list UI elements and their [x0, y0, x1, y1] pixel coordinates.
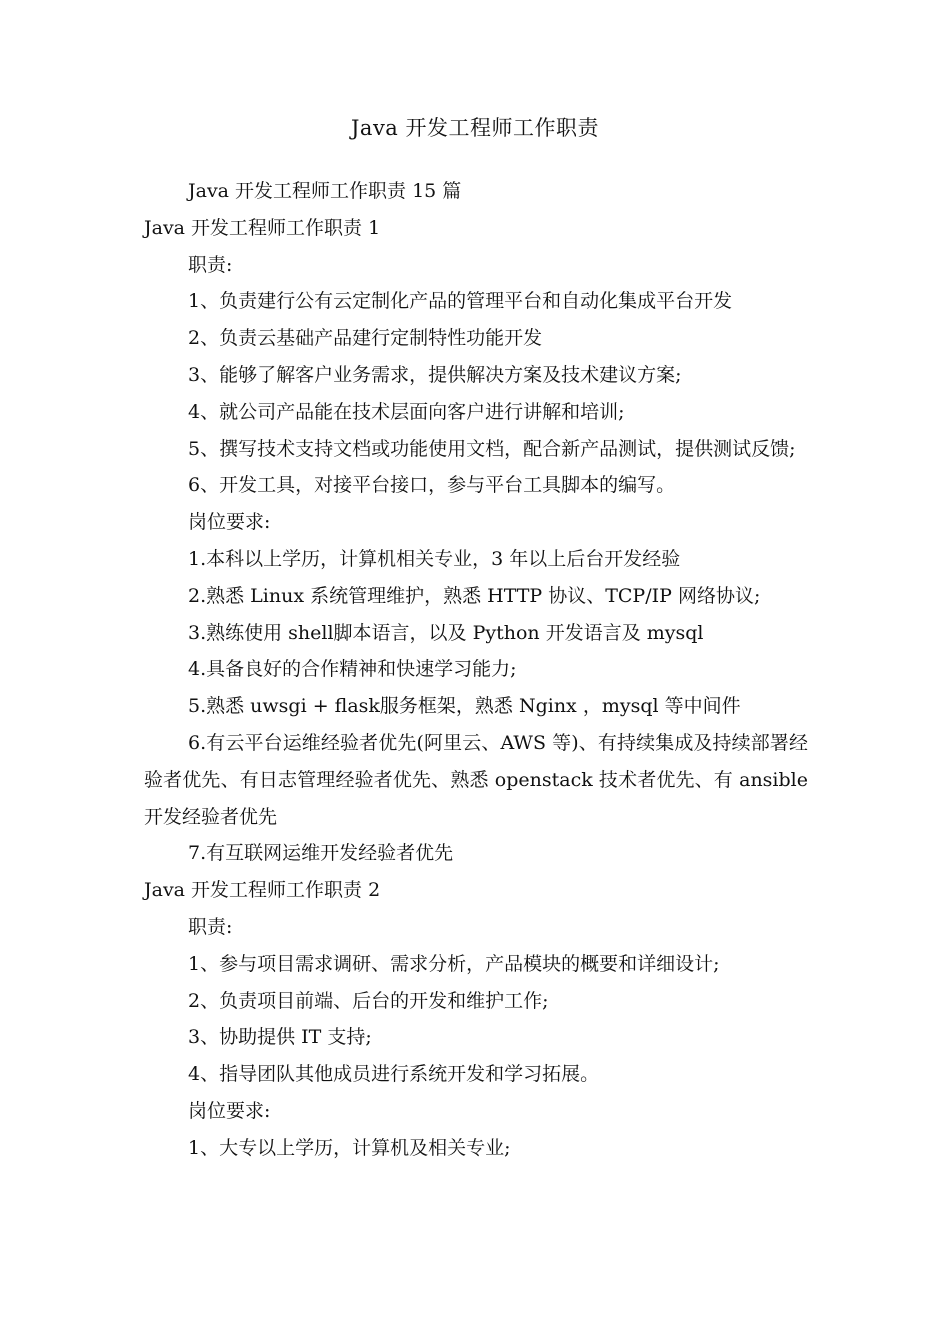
duty-item: 3、能够了解客户业务需求，提供解决方案及技术建议方案; [188, 363, 682, 386]
requirement-item: 1.本科以上学历，计算机相关专业，3 年以上后台开发经验 [188, 547, 681, 570]
duties-label: 职责: [188, 915, 233, 938]
duties-label: 职责: [188, 253, 233, 276]
requirements-label: 岗位要求: [188, 511, 271, 534]
requirement-item: 7.有互联网运维开发经验者优先 [188, 842, 454, 865]
subtitle-paragraph: Java 开发工程师工作职责 15 篇 [188, 180, 462, 202]
requirement-item: 5.熟悉 uwsgi + flask服务框架，熟悉 Nginx ，mysql 等中间件 [188, 695, 741, 718]
duty-item: 6、开发工具，对接平台接口，参与平台工具脚本的编写。 [188, 474, 676, 497]
requirement-item: 2.熟悉 Linux 系统管理维护，熟悉 HTTP 协议、TCP/IP 网络协议; [188, 584, 761, 607]
requirement-item: 4.具备良好的合作精神和快速学习能力; [188, 658, 517, 681]
duty-item: 2、负责项目前端、后台的开发和维护工作; [188, 989, 549, 1012]
duty-item: 2、负责云基础产品建行定制特性功能开发 [188, 327, 543, 350]
requirements-label: 岗位要求: [188, 1099, 271, 1122]
section-heading-1: Java 开发工程师工作职责 1 [144, 216, 381, 239]
duty-item: 3、协助提供 IT 支持; [188, 1026, 372, 1049]
duty-item: 1、负责建行公有云定制化产品的管理平台和自动化集成平台开发 [188, 290, 733, 313]
duty-item: 4、就公司产品能在技术层面向客户进行讲解和培训; [188, 400, 625, 423]
duty-item: 4、指导团队其他成员进行系统开发和学习拓展。 [188, 1063, 600, 1086]
duty-item: 5、撰写技术支持文档或功能使用文档，配合新产品测试，提供测试反馈; [188, 437, 796, 460]
section-heading-2: Java 开发工程师工作职责 2 [144, 879, 381, 902]
requirement-item: 6.有云平台运维经验者优先(阿里云、AWS 等)、有持续集成及持续部署经验者优先、有日志管理经验者优先、熟悉 openstack 技术者优先、有 ansible开发经验者优先 [144, 731, 808, 828]
duty-item: 1、参与项目需求调研、需求分析，产品模块的概要和详细设计; [188, 952, 720, 975]
requirement-item: 3.熟练使用 shell脚本语言，以及 Python 开发语言及 mysql [188, 621, 704, 644]
document-title: Java 开发工程师工作职责 [351, 116, 599, 140]
requirement-item: 1、大专以上学历，计算机及相关专业; [188, 1136, 511, 1159]
document-body [144, 173, 808, 1167]
